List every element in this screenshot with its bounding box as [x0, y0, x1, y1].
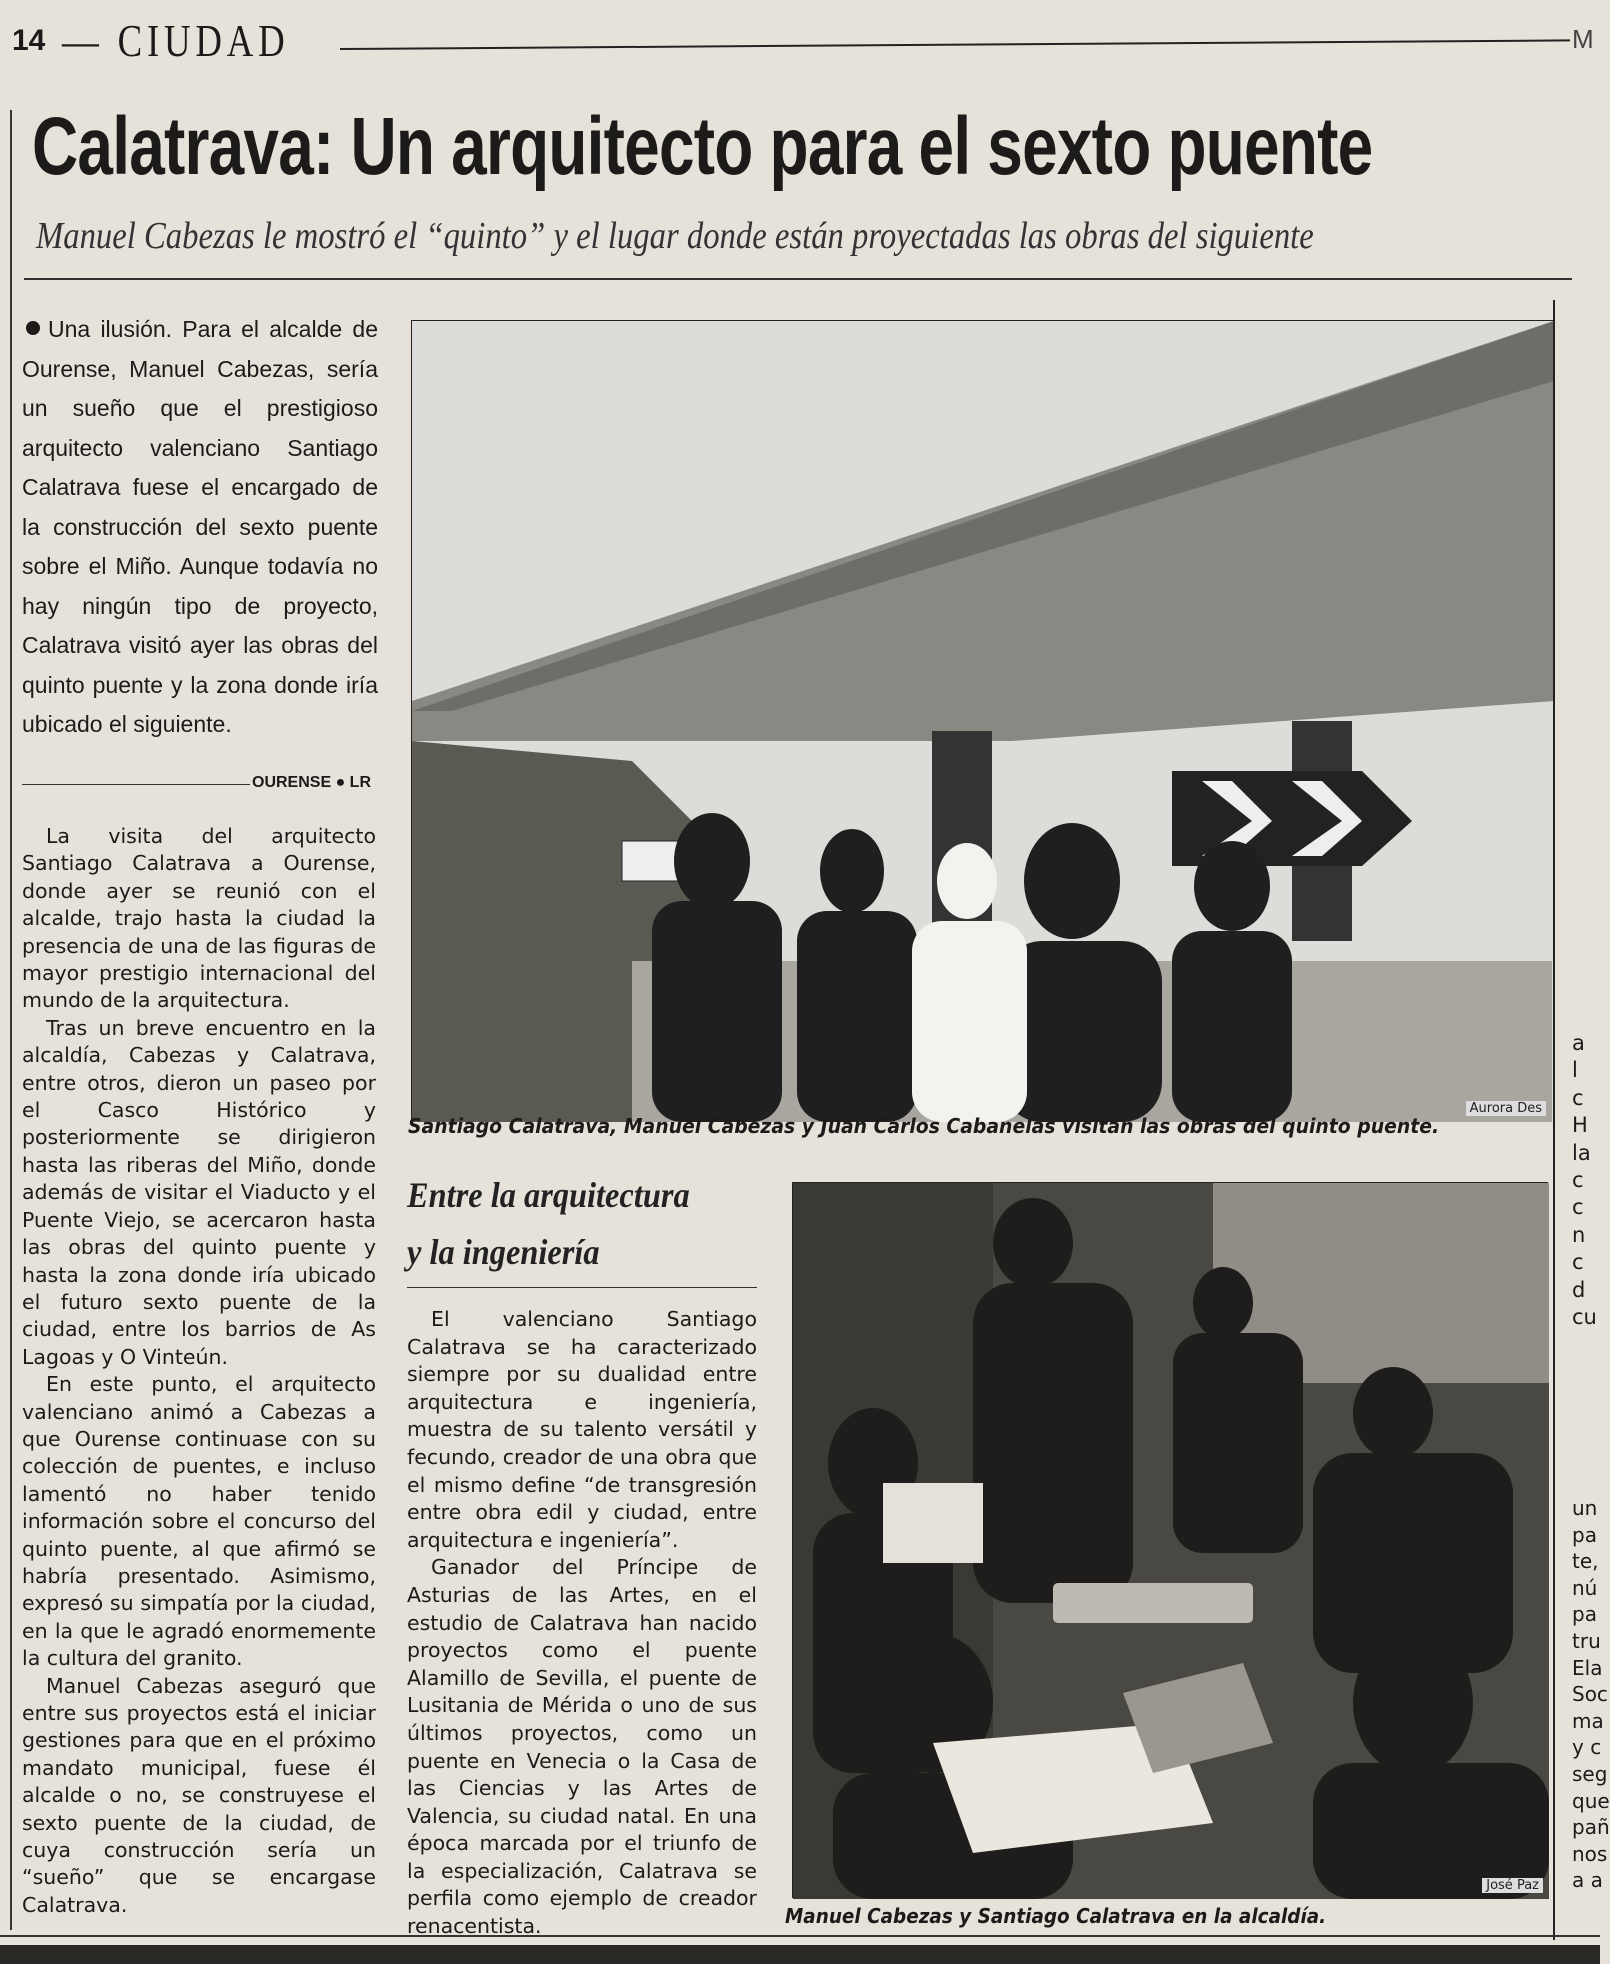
photo-caption: Manuel Cabezas y Santiago Calatrava en la alcaldía.	[785, 1904, 1327, 1928]
paragraph: Manuel Cabezas aseguró que entre sus proyectos está el iniciar gestiones para que en el próximo mandato municipal, fuese él alcalde o no, se construyese el sexto puente de la ciudad, de cuya construcción sería un “sueño” que se encargase Calatrava.	[22, 1673, 376, 1917]
column-rule	[1553, 300, 1555, 1940]
paragraph: El valenciano Santiago Calatrava se ha caracterizado siempre por su dualidad entre arquitectura e ingeniería, muestra de su talento versátil y fecundo, creador de una obra que el mismo define “de transgresión entre obra edil y ciudad, entre arquitectura e ingeniería”.	[407, 1307, 757, 1552]
byline-rule	[22, 784, 250, 785]
paragraph: La visita del arquitecto Santiago Calatrava a Ourense, donde ayer se reunió con el alcalde, trajo hasta la ciudad la presencia de una de las figuras de mayor prestigio internacional del mundo de la arquitectura.	[22, 824, 376, 1013]
sidebar-heading-line2: y la ingeniería	[407, 1232, 600, 1272]
page-bottom-edge	[0, 1945, 1600, 1964]
bullet-icon	[26, 321, 40, 335]
article-body	[22, 823, 376, 1919]
subheadline-rule	[24, 278, 1572, 280]
city-hall-photo	[792, 1182, 1548, 1898]
byline: OURENSE ● LR	[252, 774, 372, 791]
sidebar-body	[407, 1306, 757, 1941]
lead-paragraph	[22, 310, 378, 745]
adjacent-article-fragment: un pa te, nú pa tru Ela Soc ma y c seg que pañ nos a a	[1572, 1496, 1610, 1893]
photo-image	[412, 321, 1554, 1122]
sidebar-rule	[407, 1287, 757, 1288]
headline: Calatrava: Un arquitecto para el sexto puente	[32, 101, 1373, 192]
paragraph: Ganador del Príncipe de Asturias de las Artes, en el estudio de Calatrava han nacido proyectos como el puente Alamillo de Sevilla, el puente de Lusitania de Mérida o uno de sus últimos proyectos, como un puente en Venecia o la Casa de las Ciencias y las Artes de Valencia, su ciudad natal. En una época marcada por el triunfo de la especialización, Calatrava se perfila como ejemplo de creador renacentista.	[407, 1555, 757, 1939]
paragraph: Tras un breve encuentro en la alcaldía, Cabezas y Calatrava, entre otros, dieron un paseo por el Casco Histórico y posteriormente se dirigieron hasta las riberas del Miño, donde además de visitar el Viaducto y el Puente Viejo, se acercaron hasta las obras del quinto puente y hasta la zona donde iría ubicado el futuro sexto puente de la ciudad, entre los barrios de As Lagoas y O Vinteún.	[22, 1015, 376, 1369]
photo-caption: Santiago Calatrava, Manuel Cabezas y Juan Carlos Cabanelas visitan las obras del quinto puente.	[408, 1114, 1440, 1138]
subheadline: Manuel Cabezas le mostró el “quinto” y el lugar donde están proyectadas las obras del siguiente	[36, 215, 1314, 257]
bridge-visit-photo	[411, 320, 1553, 1121]
header-rule	[340, 39, 1570, 50]
lead-text: Una ilusión. Para el alcalde de Ourense, Manuel Cabezas, sería un sueño que el prestigioso arquitecto valenciano Santiago Calatrava fuese el encargado de la construcción del sexto puente sobre el Miño. Aunque todavía no hay ningún tipo de proyecto, Calatrava visitó ayer las obras del quinto puente y la zona donde iría ubicado el siguiente.	[22, 316, 378, 737]
adjacent-page-letter: M	[1572, 24, 1594, 54]
left-border-rule	[10, 110, 12, 1930]
sidebar-heading-line1: Entre la arquitectura	[407, 1175, 690, 1215]
paragraph: En este punto, el arquitecto valenciano animó a Cabezas a que Ourense continuase con su colección de puentes, e incluso lamentó no haber tenido información sobre el concurso del quinto puente, al que afirmó se habría presentado. Asimismo, expresó su simpatía por la ciudad, en la que le agradó enormemente la cultura del granito.	[22, 1372, 376, 1671]
page-number: 14	[12, 24, 46, 57]
section-name: — CIUDAD	[62, 15, 290, 66]
bottom-rule	[0, 1935, 1600, 1937]
photo-image	[793, 1183, 1549, 1899]
adjacent-article-fragment: a l c H la c c n c d cu	[1572, 1031, 1597, 1330]
photo-credit: Aurora Des	[1466, 1101, 1546, 1116]
photo-credit: José Paz	[1482, 1878, 1543, 1893]
